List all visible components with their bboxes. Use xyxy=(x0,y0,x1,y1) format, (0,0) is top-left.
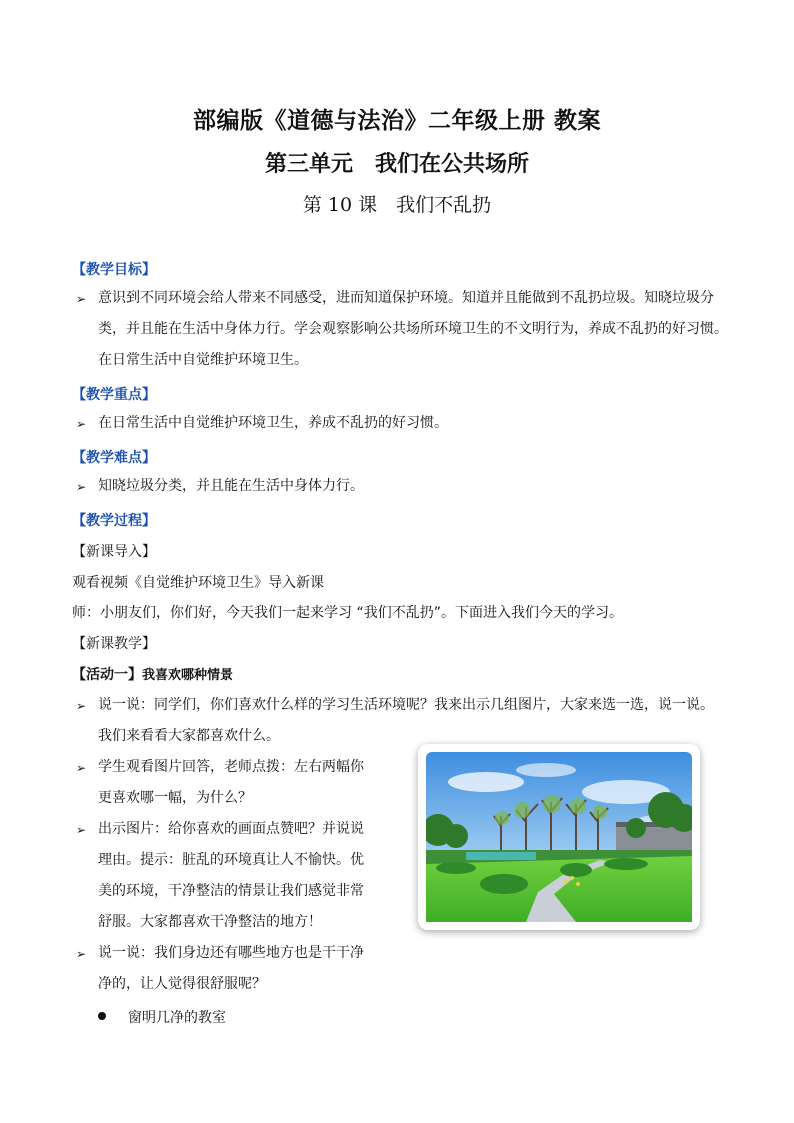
b2-line-1: 学生观看图片回答，老师点拨：左右两幅你 xyxy=(98,759,364,775)
process-heading: 【教学过程】 xyxy=(72,513,156,529)
goals-line-1: 意识到不同环境会给人带来不同感受，进而知道保护环境。知道并且能做到不乱扔垃圾。知晓垃圾分 xyxy=(98,290,714,306)
park-scene-image xyxy=(426,752,692,922)
b3-line-1: 出示图片：给你喜欢的画面点赞吧？并说说 xyxy=(98,821,364,837)
activity-name: 我喜欢哪种情景 xyxy=(142,668,234,683)
doc-title: 部编版《道德与法治》二年级上册 教案 xyxy=(192,108,601,134)
intro-heading: 【新课导入】 xyxy=(72,544,156,560)
lesson-title: 第 10 课 我们不乱扔 xyxy=(302,194,492,216)
bullet-arrow: ➢ xyxy=(76,699,87,713)
difficulty-heading: 【教学难点】 xyxy=(72,450,156,466)
bullet-dot-icon xyxy=(98,1012,106,1020)
bullet-arrow: ➢ xyxy=(76,947,87,961)
goals-line-2: 类，并且能在生活中身体力行。学会观察影响公共场所环境卫生的不文明行为，养成不乱扔的好习惯。 xyxy=(98,321,728,337)
key-heading: 【教学重点】 xyxy=(72,387,156,403)
b3-line-3: 美的环境，干净整洁的情景让我们感觉非常 xyxy=(98,883,364,899)
b3-line-2: 理由。提示：脏乱的环境真让人不愉快。优 xyxy=(98,852,364,868)
b3-line-4: 舒服。大家都喜欢干净整洁的地方！ xyxy=(98,914,322,930)
activity-heading xyxy=(72,664,233,684)
difficulty-text: 知晓垃圾分类，并且能在生活中身体力行。 xyxy=(98,478,364,494)
bullet-arrow: ➢ xyxy=(76,292,87,306)
goals-heading: 【教学目标】 xyxy=(72,262,156,278)
unit-title: 第三单元 我们在公共场所 xyxy=(264,152,529,177)
b2-line-2: 更喜欢哪一幅，为什么？ xyxy=(98,790,252,806)
bullet-arrow: ➢ xyxy=(76,823,87,837)
teach-heading: 【新课教学】 xyxy=(72,636,156,652)
intro-line-2: 师：小朋友们，你们好，今天我们一起来学习 “我们不乱扔”。下面进入我们今天的学习。 xyxy=(72,605,623,621)
b1-line-2: 我们来看看大家都喜欢什么。 xyxy=(98,728,280,744)
dot-item: 窗明几净的教室 xyxy=(128,1010,226,1026)
b1-line-1: 说一说：同学们，你们喜欢什么样的学习生活环境呢？我来出示几组图片，大家来选一选，说一说。 xyxy=(98,697,714,713)
goals-line-3: 在日常生活中自觉维护环境卫生。 xyxy=(98,352,308,368)
park-photo xyxy=(418,744,700,930)
intro-line-1: 观看视频《自觉维护环境卫生》导入新课 xyxy=(72,575,324,591)
bullet-arrow: ➢ xyxy=(76,417,87,431)
activity-bracket: 【活动一】 xyxy=(72,667,142,683)
bullet-arrow: ➢ xyxy=(76,761,87,775)
b4-line-2: 净的，让人觉得很舒服呢？ xyxy=(98,976,266,992)
key-text: 在日常生活中自觉维护环境卫生，养成不乱扔的好习惯。 xyxy=(98,415,448,431)
bullet-arrow: ➢ xyxy=(76,480,87,494)
b4-line-1: 说一说：我们身边还有哪些地方也是干干净 xyxy=(98,945,364,961)
